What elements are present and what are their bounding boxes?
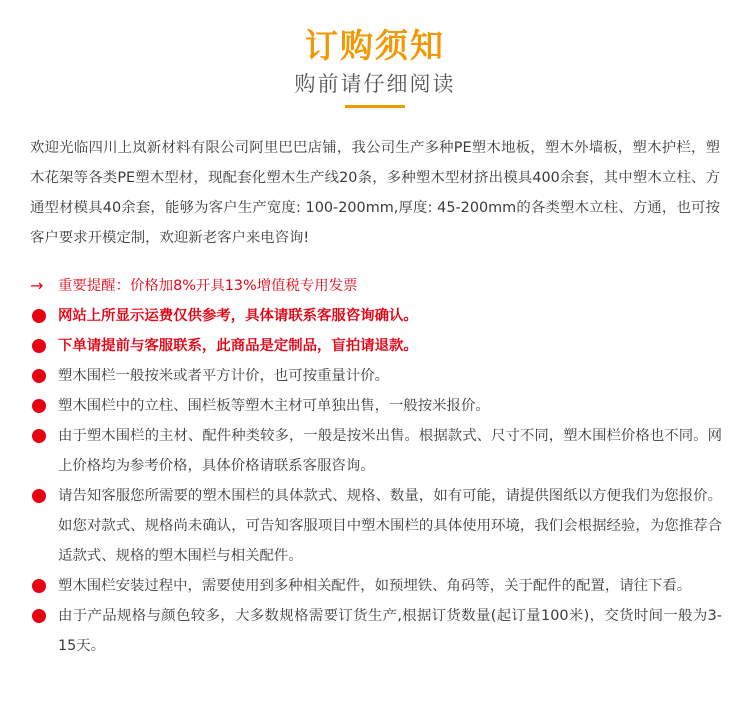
intro-paragraph: 欢迎光临四川上岚新材料有限公司阿里巴巴店铺，我公司生产多种PE塑木地板，塑木外墙板，塑木护栏，塑木花架等各类PE塑木型材，现配套化塑木生产线20条，多种塑木型材挤出模具400余套，其中塑木立柱、方通型材模具40余套，能够为客户生产宽度: 100-200mm,厚度: 45-200mm的各类塑木立柱、方通，也可按客户要求开模定制，欢迎新老客户来电咨询! (30, 140, 720, 246)
page-subtitle: 购前请仔细阅读 (294, 72, 456, 96)
notice-text: 由于塑木围栏的主材、配件种类较多，一般是按米出售。根据款式、尺寸不同，塑木围栏价格也不同。网上价格均为参考价格，具体价格请联系客服咨询。 (58, 428, 722, 474)
arrow-icon: → (30, 276, 44, 295)
notice-text: 下单请提前与客服联系，此商品是定制品，盲拍请退款。 (58, 338, 418, 354)
notice-text: 网站上所显示运费仅供参考，具体请联系客服咨询确认。 (58, 308, 418, 324)
page-title: 订购须知 (305, 26, 445, 65)
notice-text: 由于产品规格与颜色较多，大多数规格需要订货生产,根据订货数量(起订量100米)，交货时间一般为3-15天。 (58, 608, 722, 654)
title-underline (345, 105, 405, 108)
notice-item (30, 481, 722, 571)
dot-icon (32, 339, 46, 353)
notice-text: 请告知客服您所需要的塑木围栏的具体款式、规格、数量，如有可能，请提供图纸以方便我们为您报价。如您对款式、规格尚未确认，可告知客服项目中塑木围栏的具体使用环境，我们会根据经验，为您推荐合适款式、规格的塑木围栏与相关配件。 (58, 488, 722, 564)
dot-icon (32, 489, 46, 503)
notice-item (30, 331, 722, 361)
dot-icon (32, 399, 46, 413)
notice-text: 重要提醒：价格加8%开具13%增值税专用发票 (58, 278, 358, 294)
dot-icon (32, 429, 46, 443)
notice-item (30, 421, 722, 481)
notice-item (30, 601, 722, 661)
dot-icon (32, 369, 46, 383)
notice-item (30, 271, 722, 301)
dot-icon (32, 579, 46, 593)
notice-item (30, 571, 722, 601)
notice-list (30, 271, 722, 661)
dot-icon (32, 309, 46, 323)
notice-item (30, 301, 722, 331)
notice-text: 塑木围栏中的立柱、围栏板等塑木主材可单独出售，一般按米报价。 (58, 398, 490, 414)
notice-text: 塑木围栏安装过程中，需要使用到多种相关配件，如预埋铁、角码等，关于配件的配置，请往下看。 (58, 578, 692, 594)
dot-icon (32, 609, 46, 623)
notice-item (30, 391, 722, 421)
notice-text: 塑木围栏一般按米或者平方计价，也可按重量计价。 (58, 368, 389, 384)
notice-item (30, 361, 722, 391)
